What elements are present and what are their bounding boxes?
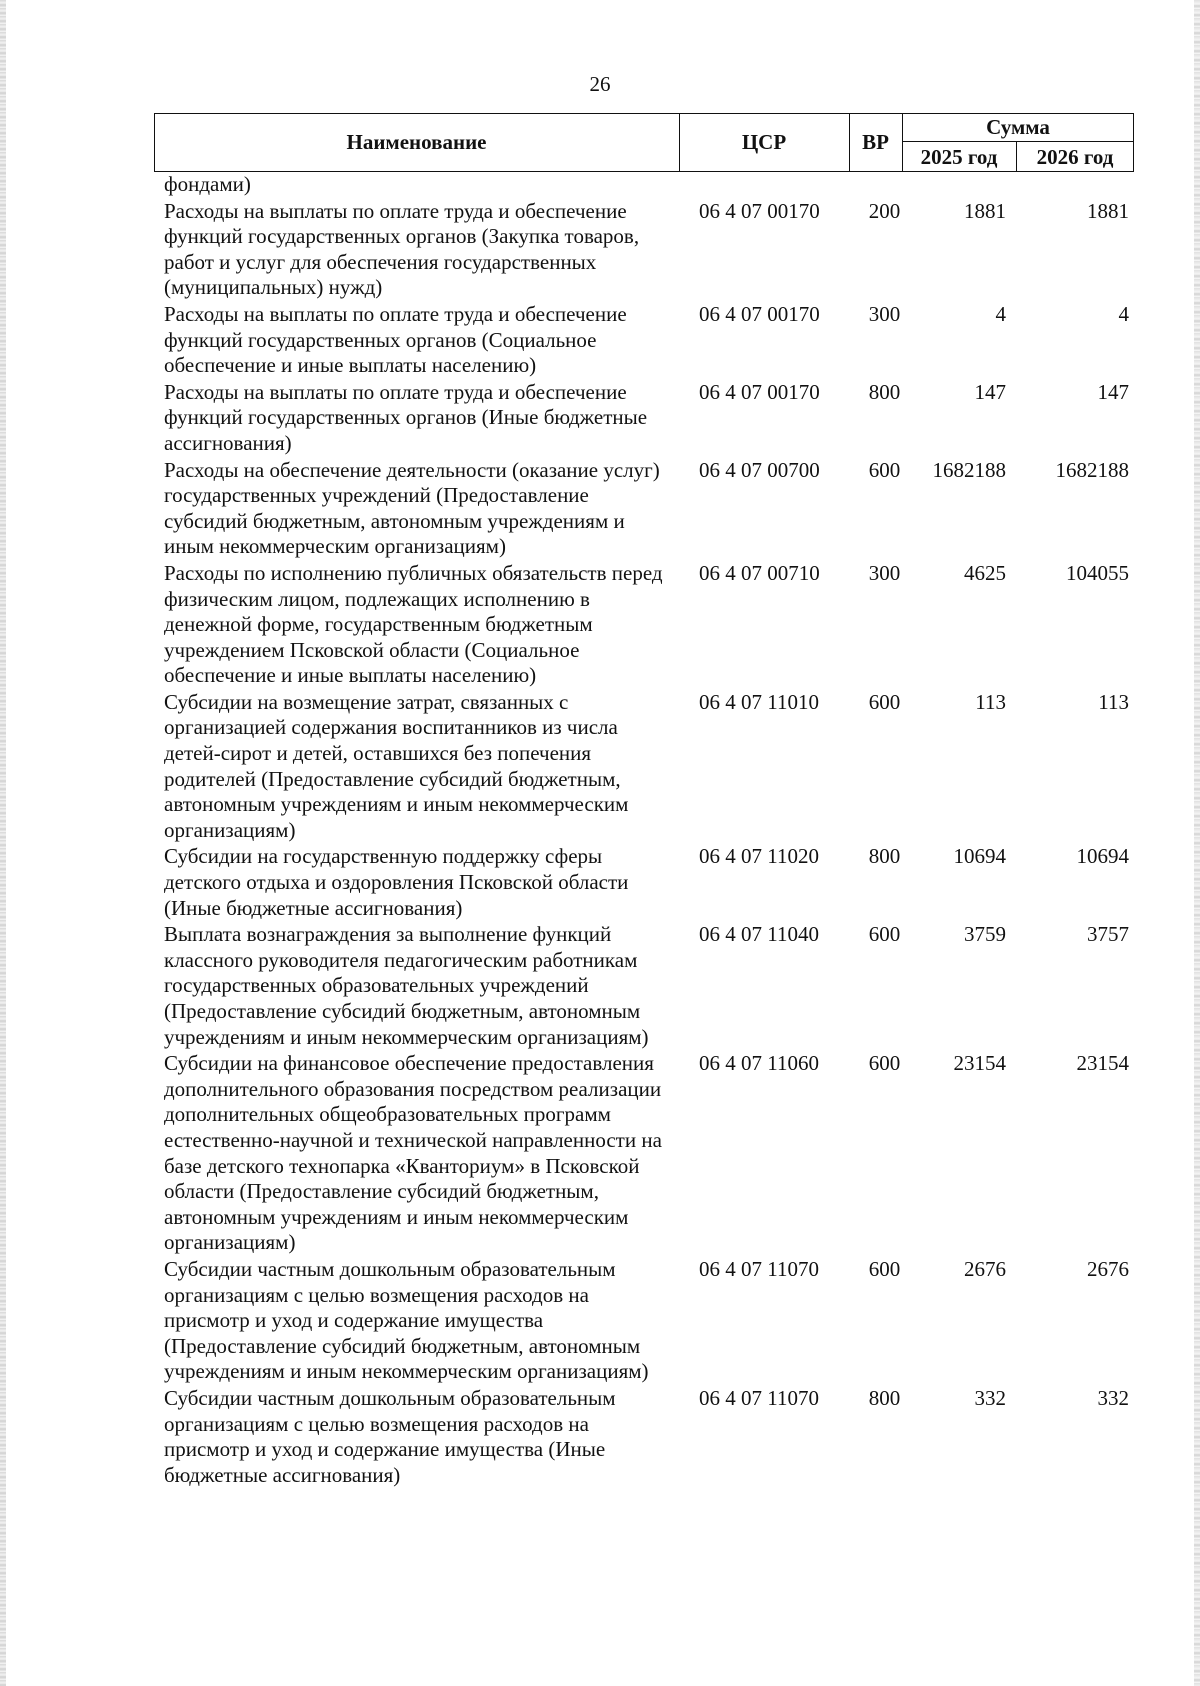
header-name: Наименование (346, 130, 487, 154)
row-amount-2025: 3759 (964, 922, 1006, 947)
table-header (154, 113, 1134, 172)
row-csr: 06 4 07 00170 (699, 198, 820, 223)
row-vr: 800 (868, 1385, 901, 1410)
row-name: Расходы на обеспечение деятельности (оказание услуг) государственных учреждений (Предоставление субсидий бюджетным, автономным учреждениям и иным некоммерческим организациям) (164, 457, 660, 559)
row-amount-2026: 147 (1097, 379, 1129, 404)
table-body (154, 172, 1134, 1488)
row-name: Выплата вознаграждения за выполнение функций классного руководителя педагогическим работникам государственных образовательных учреждений (Предоставление субсидий бюджетным, автономным учреждениям и иным некоммерческим организациям) (164, 922, 649, 1049)
table-row (154, 1050, 1134, 1256)
row-vr: 600 (868, 689, 901, 714)
continuation-text: фондами) (164, 172, 251, 196)
row-amount-2025: 113 (975, 689, 1006, 714)
row-vr: 600 (868, 922, 901, 947)
row-vr: 200 (868, 198, 901, 223)
table-row (154, 198, 1134, 301)
row-amount-2025: 23154 (953, 1051, 1006, 1076)
scan-edge-left (0, 0, 6, 1686)
table-row (154, 379, 1134, 457)
row-amount-2026: 10694 (1076, 844, 1129, 869)
row-name: Субсидии частным дошкольным образовательным организациям с целью возмещения расходов на присмотр и уход и содержание имущества (Иные бюджетные ассигнования) (164, 1385, 616, 1487)
row-amount-2025: 1881 (964, 198, 1006, 223)
row-amount-2025: 4 (995, 301, 1006, 326)
row-name: Расходы по исполнению публичных обязательств перед физическим лицом, подлежащих исполнению в денежной форме, государственным бюджетным учреждением Псковской области (Социальное обеспечение и иные выплаты населению) (164, 560, 663, 688)
row-amount-2026: 2676 (1087, 1256, 1129, 1281)
row-vr: 800 (868, 844, 901, 869)
row-vr: 800 (868, 379, 901, 404)
table-row (154, 301, 1134, 379)
row-amount-2026: 4 (1118, 301, 1129, 326)
row-amount-2025: 4625 (964, 560, 1006, 585)
row-amount-2026: 104055 (1066, 560, 1129, 585)
row-csr: 06 4 07 11060 (699, 1051, 819, 1076)
row-vr: 300 (868, 560, 901, 585)
row-amount-2026: 332 (1097, 1385, 1129, 1410)
row-amount-2026: 1682188 (1055, 457, 1129, 482)
page-number: 26 (589, 72, 611, 96)
row-csr: 06 4 07 11070 (699, 1256, 819, 1281)
row-csr: 06 4 07 11020 (699, 844, 819, 869)
row-csr: 06 4 07 00710 (699, 560, 820, 585)
row-name: Субсидии на государственную поддержку сферы детского отдыха и оздоровления Псковской области (Иные бюджетные ассигнования) (164, 844, 629, 920)
row-amount-2025: 147 (974, 379, 1006, 404)
table-row (154, 921, 1134, 1050)
header-sum: Сумма (986, 114, 1050, 139)
row-name: Расходы на выплаты по оплате труда и обеспечение функций государственных органов (Социальное обеспечение и иные выплаты населению) (164, 301, 627, 378)
row-amount-2026: 1881 (1087, 198, 1129, 223)
header-year-2025: 2025 год (920, 144, 998, 169)
row-name: Субсидии частным дошкольным образовательным организациям с целью возмещения расходов на присмотр и уход и содержание имущества (Предоставление субсидий бюджетным, автономным учреждениям и иным некоммерческим организациям) (164, 1256, 649, 1384)
continuation-row (154, 172, 1134, 198)
header-vr: ВР (862, 130, 889, 154)
row-csr: 06 4 07 11040 (699, 922, 819, 947)
row-vr: 600 (868, 457, 901, 482)
row-vr: 300 (868, 301, 901, 326)
row-name: Субсидии на финансовое обеспечение предоставления дополнительного образования посредством реализации дополнительных общеобразовательных программ естественно-научной и технической направленности на базе детского технопарка «Кванториум» в Псковской области (Предоставление субсидий бюджетным, автономным учреждениям и иным некоммерческим организациям) (164, 1051, 662, 1255)
table-row (154, 457, 1134, 560)
row-amount-2025: 10694 (953, 844, 1006, 869)
row-name: Субсидии на возмещение затрат, связанных с организацией содержания воспитанников из числа детей-сирот и детей, оставшихся без попечения родителей (Предоставление субсидий бюджетным, автономным учреждениям и иным некоммерческим организациям) (164, 689, 629, 842)
row-csr: 06 4 07 11070 (699, 1385, 819, 1410)
table-row (154, 1256, 1134, 1385)
row-amount-2025: 2676 (964, 1256, 1006, 1281)
row-csr: 06 4 07 00170 (699, 379, 820, 404)
table-row (154, 1385, 1134, 1488)
row-amount-2026: 23154 (1076, 1051, 1129, 1076)
row-vr: 600 (868, 1051, 901, 1076)
row-vr: 600 (868, 1256, 901, 1281)
row-csr: 06 4 07 00700 (699, 457, 820, 482)
scan-edge-right (1194, 0, 1200, 1686)
table-row (154, 560, 1134, 689)
row-amount-2025: 332 (974, 1385, 1006, 1410)
row-name: Расходы на выплаты по оплате труда и обеспечение функций государственных органов (Иные бюджетные ассигнования) (164, 379, 648, 455)
row-amount-2025: 1682188 (932, 457, 1006, 482)
header-year-2026: 2026 год (1036, 144, 1114, 169)
row-csr: 06 4 07 00170 (699, 301, 820, 326)
row-name: Расходы на выплаты по оплате труда и обеспечение функций государственных органов (Закупка товаров, работ и услуг для обеспечения государственных (муниципальных) нужд) (164, 198, 640, 300)
row-csr: 06 4 07 11010 (699, 689, 819, 714)
row-amount-2026: 113 (1098, 689, 1129, 714)
header-csr: ЦСР (741, 130, 787, 154)
table-row (154, 843, 1134, 921)
row-amount-2026: 3757 (1087, 922, 1129, 947)
table-row (154, 689, 1134, 844)
